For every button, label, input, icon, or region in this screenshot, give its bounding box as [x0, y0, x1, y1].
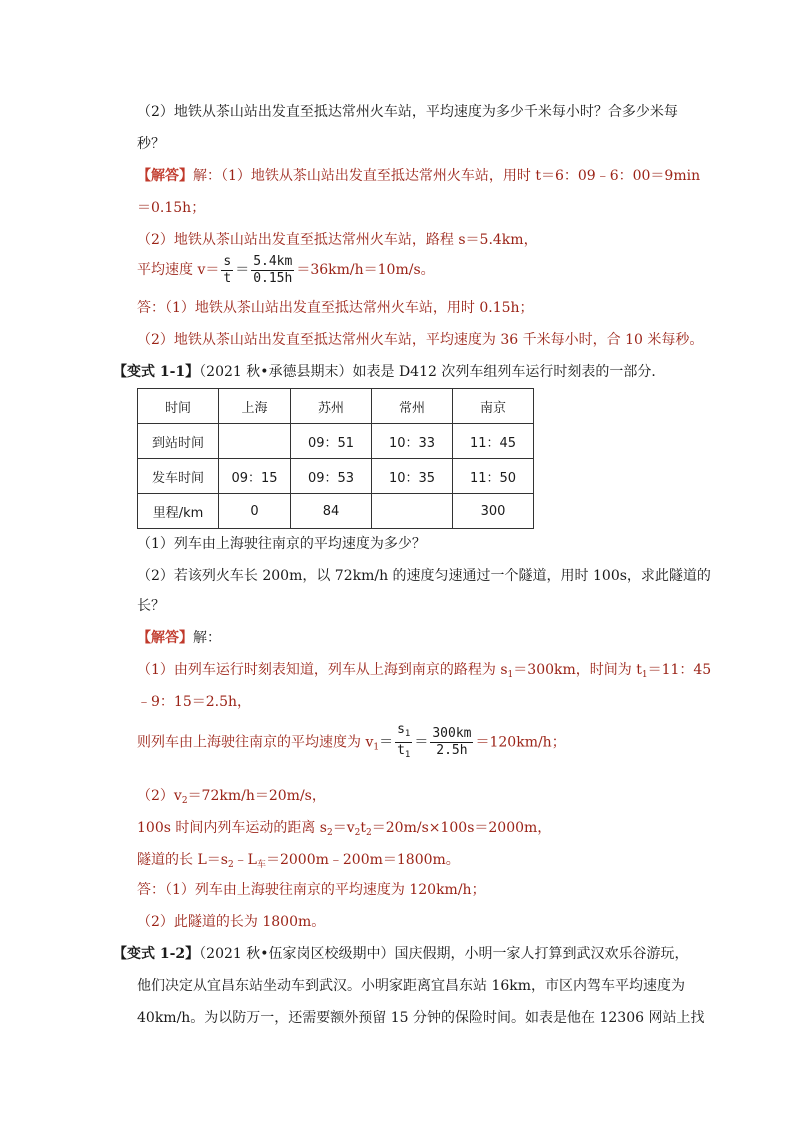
table-cell — [219, 424, 291, 459]
answer-1-line-3: （2）地铁从茶山站出发直至抵达常州火车站，路程 s＝5.4km， — [137, 232, 538, 248]
answer-tag: 【解答】 — [137, 168, 193, 184]
variant-1-1-question-2-line-2: 长？ — [137, 598, 165, 614]
answer-1-line-2: ＝0.15h； — [137, 200, 206, 216]
fraction: $\frac{300km}{2.5h}$ — [432, 726, 472, 758]
table-cell — [372, 494, 453, 529]
table-header-cell: 上海 — [219, 389, 291, 424]
table-cell: 09：53 — [291, 459, 372, 494]
table-cell: 11：50 — [453, 459, 534, 494]
table-row — [138, 494, 534, 529]
table-cell: 0 — [219, 494, 291, 529]
table-cell: 10：33 — [372, 424, 453, 459]
variant-1-2-line-1: 【变式 1-2】（2021 秋•伍家岗区校级期中）国庆假期，小明一家人打算到武汉欢乐谷游玩， — [113, 946, 689, 962]
answer-2-line-5: 100s 时间内列车运动的距离 $s_2=v_2t_2=20m/s\times 100s=2000m$， — [137, 820, 552, 838]
variant-1-1-question-1: （1）列车由上海驶往南京的平均速度为多少？ — [137, 536, 426, 552]
answer-2-line-1: （1）由列车运行时刻表知道，列车从上海到南京的路程为 $s_1=300km$，时间为 $t_1=11$：45 — [137, 662, 712, 680]
variant-1-2-line-3: 40km/h。为以防万一，还需要额外预留 15 分钟的保险时间。如表是他在 12306 网站上找 — [137, 1010, 705, 1026]
train-schedule-table — [137, 388, 534, 529]
fraction: $\frac{s}{t}$ — [223, 253, 232, 286]
table-cell: 到站时间 — [138, 424, 219, 459]
variant-1-2-line-2: 他们决定从宜昌东站坐动车到武汉。小明家距离宜昌东站 16km，市区内驾车平均速度为 — [137, 978, 686, 994]
fraction: $\frac{s_1}{t_1}$ — [397, 722, 411, 760]
table-row — [138, 459, 534, 494]
table-header-cell: 常州 — [372, 389, 453, 424]
table-cell: 发车时间 — [138, 459, 219, 494]
answer-2-line-4: $(2)v_2=72km/h=20m/s$， — [137, 788, 326, 806]
answer-2-line-6: 隧道的长 $L=s_2﹣L_车=2000m﹣200m=1800m$。 — [137, 852, 460, 870]
variant-1-1-heading: 【变式 1-1】（2021 秋•承德县期末）如表是 D412 次列车组列车运行时刻表的一部分． — [113, 364, 666, 380]
answer-1-formula: 平均速度 v＝ $\frac{s}{t}$ ＝ $\frac{5.4km}{0.15h}$ ＝36km/h＝10m/s。 — [137, 253, 435, 286]
variant-1-1-question-2-line-1: （2）若该列火车长 200m，以 72km/h 的速度匀速通过一个隧道，用时 100s，求此隧道的 — [137, 568, 711, 584]
answer-2-line-7: 答：（1）列车由上海驶往南京的平均速度为 120km/h； — [137, 882, 486, 898]
table-cell: 300 — [453, 494, 534, 529]
table-header-cell: 时间 — [138, 389, 219, 424]
answer-1-line-1: 【解答】解：（1）地铁从茶山站出发直至抵达常州火车站，用时 t＝6：09﹣6：00＝9min — [137, 168, 701, 184]
table-header-cell: 苏州 — [291, 389, 372, 424]
question-2-line-2: 秒？ — [137, 136, 165, 152]
table-cell: 里程/km — [138, 494, 219, 529]
table-cell: 84 — [291, 494, 372, 529]
answer-1-line-5: 答：（1）地铁从茶山站出发直至抵达常州火车站，用时 0.15h； — [137, 300, 534, 316]
table-row — [138, 424, 534, 459]
table-header-row — [138, 389, 534, 424]
table-cell: 10：35 — [372, 459, 453, 494]
table-header-cell: 南京 — [453, 389, 534, 424]
question-2-line-1: （2）地铁从茶山站出发直至抵达常州火车站，平均速度为多少千米每小时？合多少米每 — [137, 104, 678, 120]
answer-2-heading: 【解答】解： — [137, 630, 221, 646]
fraction: $\frac{5.4km}{0.15h}$ — [253, 253, 293, 286]
answer-1-line-6: （2）地铁从茶山站出发直至抵达常州火车站，平均速度为 36 千米每小时，合 10 米每秒。 — [137, 332, 704, 348]
answer-2-formula: 则列车由上海驶往南京的平均速度为 $v_1=$ $\frac{s_1}{t_1}$ ＝ $\frac{300km}{2.5h}$ ＝120km/h； — [137, 722, 566, 768]
table-cell: 09：51 — [291, 424, 372, 459]
table-cell: 11：45 — [453, 424, 534, 459]
variant-tag: 【变式 1-2】 — [113, 946, 200, 962]
table-cell: 09：15 — [219, 459, 291, 494]
variant-tag: 【变式 1-1】 — [113, 364, 200, 380]
answer-2-line-8: （2）此隧道的长为 1800m。 — [137, 914, 326, 930]
answer-tag: 【解答】 — [137, 630, 193, 646]
answer-2-line-2: ﹣9：15＝2.5h， — [137, 694, 252, 710]
